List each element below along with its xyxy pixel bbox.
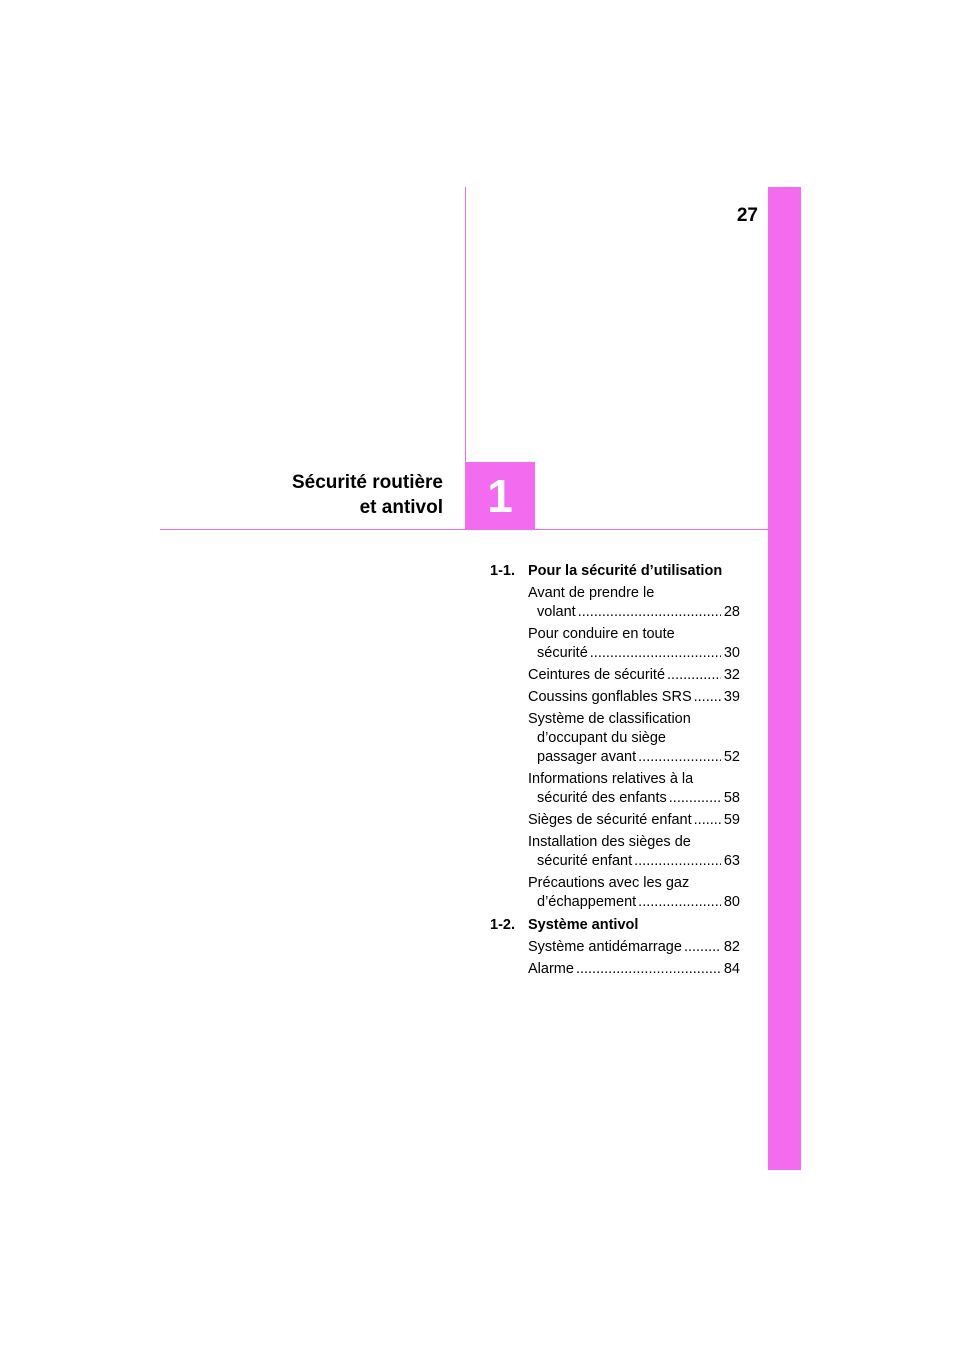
toc-entry-text: Système de classification xyxy=(528,711,691,727)
toc-leader-dots xyxy=(684,938,721,957)
page-number: 27 xyxy=(736,205,758,226)
toc-page-number: 63 xyxy=(723,853,740,869)
chapter-title-line: Sécurité routière xyxy=(292,472,443,493)
toc-page-number: 52 xyxy=(723,749,740,765)
toc-leader-dots xyxy=(667,666,721,685)
toc-page-number: 84 xyxy=(723,961,740,977)
toc-entry-text: Pour conduire en toute xyxy=(528,626,675,642)
toc-section-title: Système antivol xyxy=(528,917,639,933)
toc-entry[interactable] xyxy=(490,710,740,767)
toc-entry[interactable] xyxy=(490,688,740,707)
toc-entry[interactable] xyxy=(490,874,740,912)
toc-entry-text: volant xyxy=(537,604,576,620)
toc-entry-text: Coussins gonflables SRS xyxy=(528,689,692,705)
chapter-number: 1 xyxy=(487,470,513,522)
toc-entry[interactable] xyxy=(490,584,740,622)
toc-page-number: 30 xyxy=(723,645,740,661)
toc-entry-text: sécurité enfant xyxy=(537,853,633,869)
toc-entry-text: Alarme xyxy=(528,961,574,977)
toc-page-number: 58 xyxy=(723,790,740,806)
toc-entry-text: Ceintures de sécurité xyxy=(528,667,666,683)
toc-section-number: 1-1. xyxy=(490,563,515,579)
chapter-number-box xyxy=(465,462,535,530)
toc-entry-text: sécurité des enfants xyxy=(537,790,667,806)
chapter-title xyxy=(292,470,443,520)
toc-leader-dots xyxy=(694,811,721,830)
toc-page-number: 32 xyxy=(723,667,740,683)
toc-entry[interactable] xyxy=(490,770,740,808)
toc-leader-dots xyxy=(694,688,721,707)
toc-page-number: 82 xyxy=(723,939,740,955)
chapter-title-line: et antivol xyxy=(359,497,443,518)
toc-entry-text: d’occupant du siège xyxy=(537,730,666,746)
table-of-contents xyxy=(490,562,740,982)
toc-entry-text: d’échappement xyxy=(537,894,637,910)
toc-leader-dots xyxy=(578,603,721,622)
toc-leader-dots xyxy=(638,893,721,912)
toc-page-number: 39 xyxy=(723,689,740,705)
toc-entry-text: sécurité xyxy=(537,645,588,661)
toc-entry-text: Système antidémarrage xyxy=(528,939,682,955)
toc-entry-text: Informations relatives à la xyxy=(528,771,694,787)
toc-entry[interactable] xyxy=(490,811,740,830)
toc-page-number: 28 xyxy=(723,604,740,620)
toc-section-heading[interactable] xyxy=(490,562,740,581)
toc-entry-text: Sièges de sécurité enfant xyxy=(528,812,692,828)
horizontal-rule xyxy=(160,529,768,530)
toc-leader-dots xyxy=(634,852,721,871)
toc-entry-text: Précautions avec les gaz xyxy=(528,875,690,891)
toc-leader-dots xyxy=(590,644,721,663)
toc-entry-text: Avant de prendre le xyxy=(528,585,655,601)
toc-leader-dots xyxy=(669,789,721,808)
toc-section-number: 1-2. xyxy=(490,917,515,933)
toc-page-number: 59 xyxy=(723,812,740,828)
toc-entry-text: Installation des sièges de xyxy=(528,834,691,850)
toc-entry-text: passager avant xyxy=(537,749,637,765)
toc-entry[interactable] xyxy=(490,625,740,663)
toc-entry[interactable] xyxy=(490,666,740,685)
toc-entry[interactable] xyxy=(490,960,740,979)
toc-entry[interactable] xyxy=(490,833,740,871)
vertical-rule xyxy=(465,187,466,462)
toc-entry[interactable] xyxy=(490,938,740,957)
toc-page-number: 80 xyxy=(723,894,740,910)
toc-section-title: Pour la sécurité d’utilisation xyxy=(528,563,723,579)
chapter-side-tab xyxy=(768,187,801,1170)
toc-section-heading[interactable] xyxy=(490,916,740,935)
toc-leader-dots xyxy=(576,960,721,979)
toc-leader-dots xyxy=(638,748,721,767)
